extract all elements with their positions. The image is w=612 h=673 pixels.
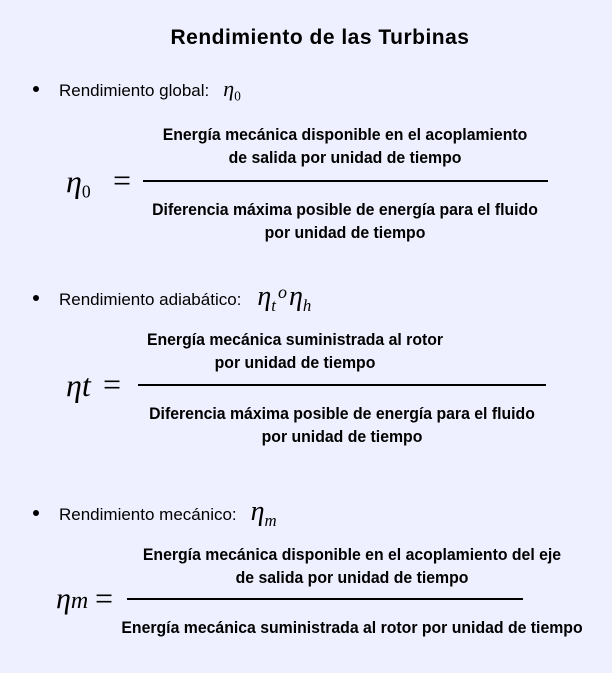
- equation-lhs-adiabatico: ηt: [66, 367, 91, 403]
- bullet-dot: [33, 510, 39, 516]
- eta-m-symbol: $\eta_m$: [250, 496, 277, 530]
- equation-lhs-mecanico: ηm: [56, 582, 89, 615]
- eta-0-symbol: $\eta_0$: [223, 76, 241, 104]
- bullet-label: Rendimiento global:: [59, 81, 210, 100]
- bullet-label: Rendimiento mecánico:: [59, 505, 237, 524]
- numerator-mecanico: Energía mecánica disponible en el acoplamiento del eje de salida por unidad de tiempo: [142, 545, 562, 587]
- equals-sign: =: [95, 580, 114, 616]
- equals-sign: =: [113, 162, 132, 198]
- bullet-rendimiento-adiabatico: [33, 281, 311, 316]
- bullet-dot: [33, 86, 39, 92]
- fraction-bar: [143, 180, 548, 182]
- page-title: Rendimiento de las Turbinas: [170, 26, 470, 49]
- denominator-global: Diferencia máxima posible de energía para el fluido por unidad de tiempo: [152, 200, 538, 242]
- denominator-mecanico: Energía mecánica suministrada al rotor por unidad de tiempo: [121, 618, 583, 637]
- numerator-adiabatico: Energía mecánica suministrada al rotor por unidad de tiempo: [146, 330, 444, 372]
- fraction-bar: [138, 384, 546, 386]
- equation-lhs-global: $\eta_0$: [66, 163, 91, 202]
- fraction-bar: [127, 598, 523, 600]
- bullet-rendimiento-mecanico: [33, 496, 277, 531]
- eta-t-o-eta-h-symbol: $\eta_t^o\eta_h$: [257, 281, 312, 315]
- bullet-label: Rendimiento adiabático:: [59, 290, 242, 309]
- bullet-rendimiento-global: [33, 76, 241, 105]
- numerator-global: Energía mecánica disponible en el acoplamiento de salida por unidad de tiempo: [162, 125, 528, 167]
- bullet-dot: [33, 295, 39, 301]
- equals-sign: =: [103, 366, 122, 402]
- denominator-adiabatico: Diferencia máxima posible de energía para el fluido por unidad de tiempo: [149, 404, 535, 446]
